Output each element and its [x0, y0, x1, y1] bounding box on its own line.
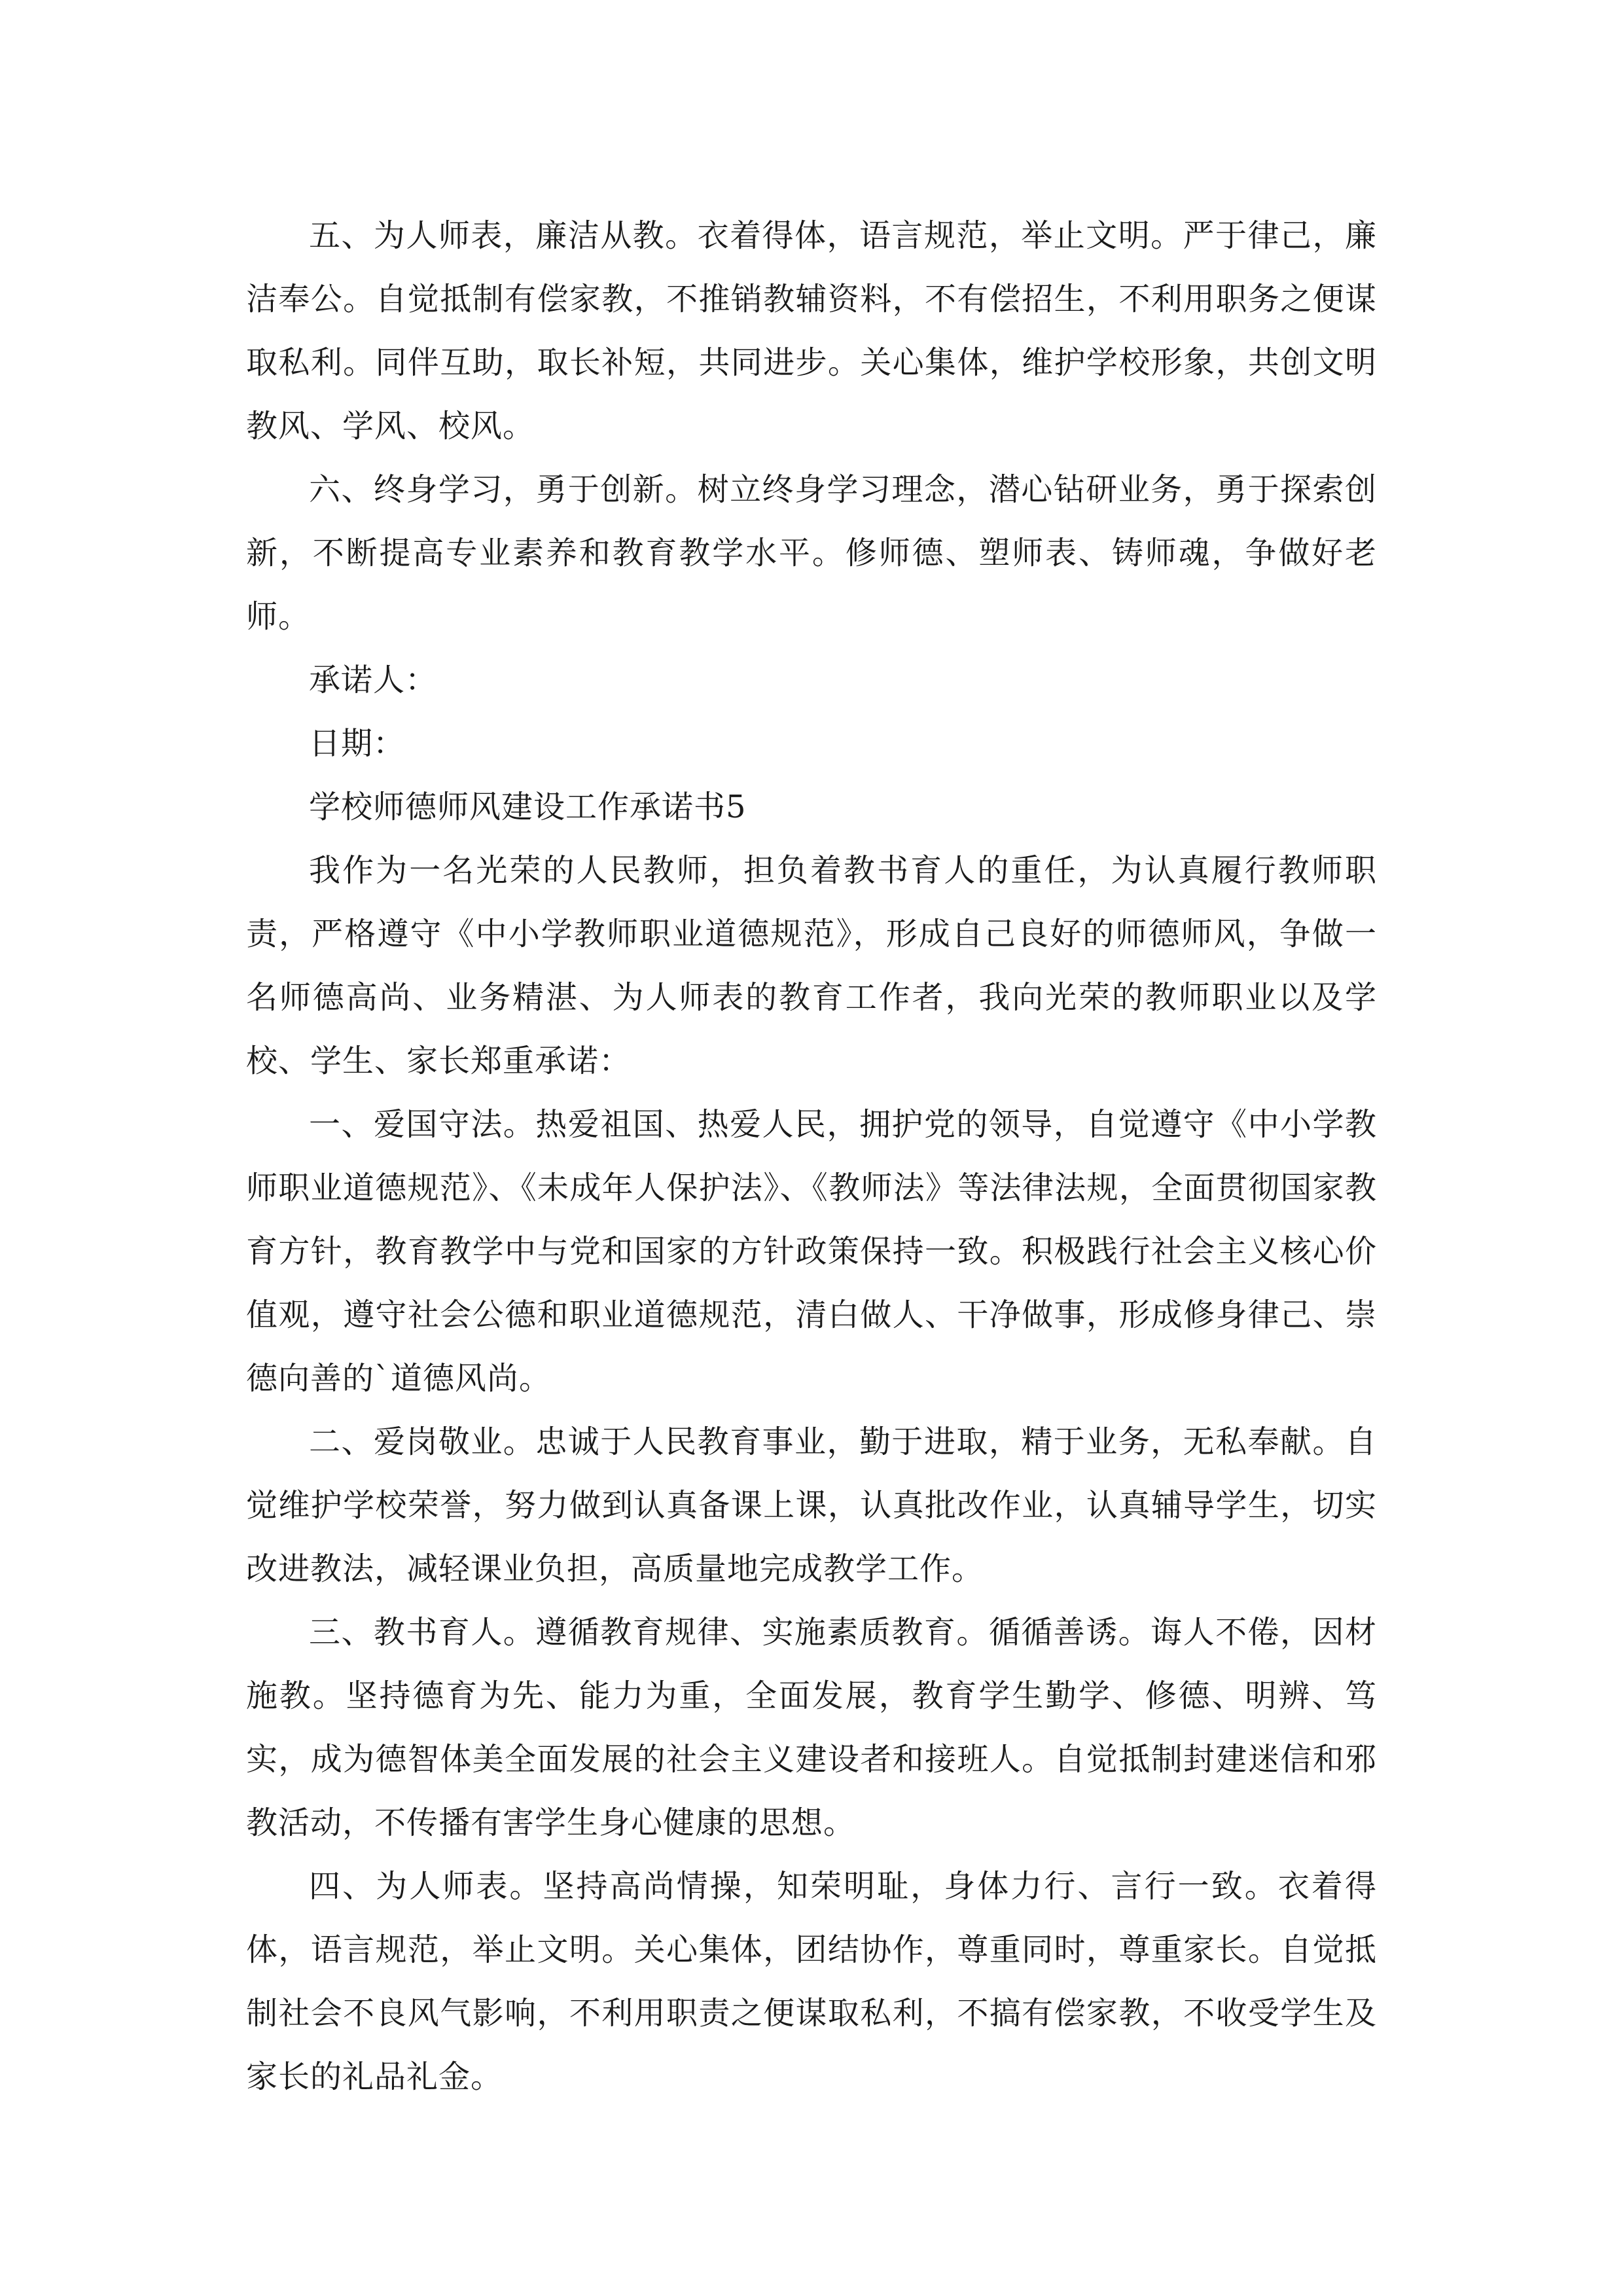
- paragraph-2-dedication: 二、爱岗敬业。忠诚于人民教育事业，勤于进取，精于业务，无私奉献。自觉维护学校荣誉，努力做到认真备课上课，认真批改作业，认真辅导学生，切实改进教法，减轻课业负担，高质量地完成教学工作。: [246, 1424, 1377, 1587]
- date-label: 日期：: [309, 725, 406, 762]
- section-title: 学校师德师风建设工作承诺书5: [309, 789, 747, 825]
- intro-paragraph: 我作为一名光荣的人民教师，担负着教书育人的重任，为认真履行教师职责，严格遵守《中小学教师职业道德规范》，形成自己良好的师德师风，争做一名师德高尚、业务精湛、为人师表的教育工作者，我向光荣的教师职业以及学校、学生、家长郑重承诺：: [246, 852, 1377, 1079]
- signer-label: 承诺人：: [309, 662, 438, 698]
- paragraph-3-teaching: 三、教书育人。遵循教育规律、实施素质教育。循循善诱。诲人不倦，因材施教。坚持德育为先、能力为重，全面发展，教育学生勤学、修德、明辨、笃实，成为德智体美全面发展的社会主义建设者和接班人。自觉抵制封建迷信和邪教活动，不传播有害学生身心健康的思想。: [246, 1614, 1377, 1841]
- document-body: [246, 204, 1377, 2109]
- paragraph-6-lifelong-learning: 六、终身学习，勇于创新。树立终身学习理念，潜心钻研业务，勇于探索创新，不断提高专业素养和教育教学水平。修师德、塑师表、铸师魂，争做好老师。: [246, 471, 1377, 635]
- paragraph-1-patriotism: 一、爱国守法。热爱祖国、热爱人民，拥护党的领导，自觉遵守《中小学教师职业道德规范》、《未成年人保护法》、《教师法》等法律法规，全面贯彻国家教育方针，教育教学中与党和国家的方针政策保持一致。积极践行社会主义核心价值观，遵守社会公德和职业道德规范，清白做人、干净做事，形成修身律己、崇德向善的`道德风尚。: [246, 1106, 1377, 1397]
- paragraph-5-integrity: 五、为人师表，廉洁从教。衣着得体，语言规范，举止文明。严于律己，廉洁奉公。自觉抵制有偿家教，不推销教辅资料，不有偿招生，不利用职务之便谋取私利。同伴互助，取长补短，共同进步。关心集体，维护学校形象，共创文明教风、学风、校风。: [246, 217, 1377, 444]
- paragraph-4-role-model: 四、为人师表。坚持高尚情操，知荣明耻，身体力行、言行一致。衣着得体，语言规范，举止文明。关心集体，团结协作，尊重同时，尊重家长。自觉抵制社会不良风气影响，不利用职责之便谋取私利，不搞有偿家教，不收受学生及家长的礼品礼金。: [246, 1868, 1377, 2095]
